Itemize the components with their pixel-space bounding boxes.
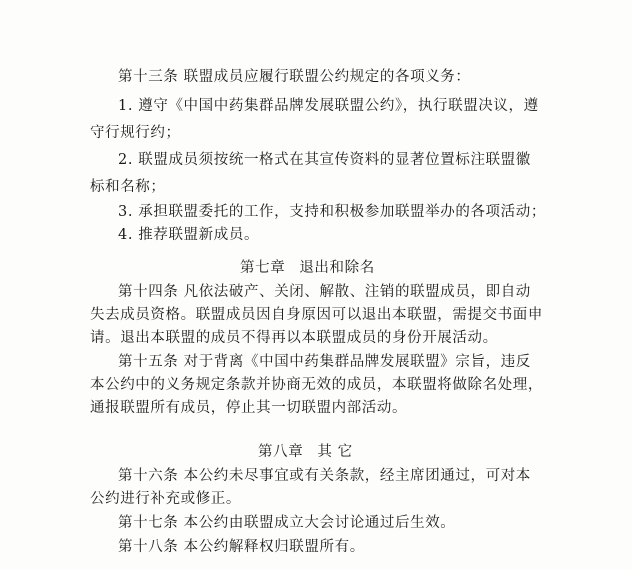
article-13-item-3: 3. 承担联盟委托的工作，支持和积极参加联盟举办的各项活动； bbox=[118, 204, 546, 220]
article-17: 第十七条 本公约由联盟成立大会讨论通过后生效。 bbox=[118, 515, 456, 531]
article-16-line-2: 公约进行补充或修正。 bbox=[90, 491, 241, 507]
chapter-7-number: 第七章 bbox=[240, 260, 286, 276]
article-13-item-1: 1. 遵守《中国中药集群品牌发展联盟公约》，执行联盟决议，遵 bbox=[118, 98, 539, 114]
article-13-item-2: 2. 联盟成员须按统一格式在其宣传资料的显著位置标注联盟徽 bbox=[118, 152, 531, 168]
article-13-item-1-cont: 守行规行约； bbox=[90, 125, 181, 141]
article-18: 第十八条 本公约解释权归联盟所有。 bbox=[118, 539, 365, 555]
chapter-8-heading bbox=[258, 443, 353, 461]
article-14-line-1: 第十四条 凡依法破产、关闭、解散、注销的联盟成员，即自动 bbox=[118, 284, 531, 300]
article-14-line-3: 请。退出本联盟的成员不得再以本联盟成员的身份开展活动。 bbox=[90, 330, 498, 346]
article-15-line-1: 第十五条 对于背离《中国中药集群品牌发展联盟》宗旨，违反 bbox=[118, 354, 531, 370]
article-16-line-1: 第十六条 本公约未尽事宜或有关条款，经主席团通过，可对本 bbox=[118, 468, 531, 484]
chapter-8-number: 第八章 bbox=[258, 444, 304, 460]
article-13-item-4: 4. 推荐联盟新成员。 bbox=[118, 227, 260, 243]
chapter-7-heading bbox=[240, 259, 375, 277]
chapter-8-title: 其 它 bbox=[317, 444, 353, 460]
article-14-line-2: 失去成员资格。联盟成员因自身原因可以退出本联盟，需提交书面申 bbox=[90, 307, 543, 323]
article-15-line-2: 本公约中的义务规定条款并协商无效的成员，本联盟将做除名处理， bbox=[90, 377, 543, 393]
chapter-7-title: 退出和除名 bbox=[299, 260, 375, 276]
article-15-line-3: 通报联盟所有成员，停止其一切联盟内部活动。 bbox=[90, 400, 408, 416]
article-13-heading: 第十三条 联盟成员应履行联盟公约规定的各项义务： bbox=[118, 69, 471, 85]
article-13-item-2-cont: 标和名称； bbox=[90, 179, 166, 195]
